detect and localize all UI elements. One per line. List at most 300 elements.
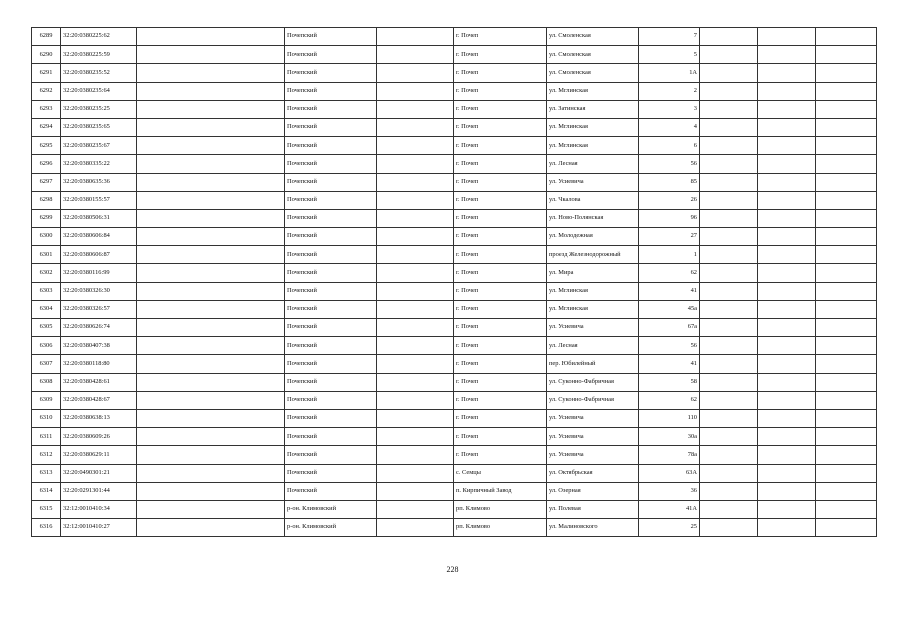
cell-row-number: 6310: [32, 409, 61, 427]
cell-empty: [700, 482, 758, 500]
cell-street: ул. Озерная: [547, 482, 639, 500]
cell-empty: [377, 428, 454, 446]
table-row: [32, 264, 877, 282]
cell-empty: [137, 246, 285, 264]
cell-district: Почепский: [285, 173, 377, 191]
cell-cadastral-number: 32:20:0380235:64: [61, 82, 137, 100]
cell-empty: [377, 355, 454, 373]
table-row: [32, 173, 877, 191]
cell-empty: [137, 482, 285, 500]
cell-cadastral-number: 32:20:0380638:13: [61, 409, 137, 427]
cell-empty: [377, 28, 454, 46]
cell-empty: [700, 409, 758, 427]
table-row: [32, 446, 877, 464]
cell-row-number: 6298: [32, 191, 61, 209]
cell-cadastral-number: 32:12:0010410:34: [61, 500, 137, 518]
cell-house-number: 62: [639, 264, 700, 282]
cell-street: ул. Суконно-Фабричная: [547, 373, 639, 391]
cell-empty: [137, 282, 285, 300]
cell-locality: г. Почеп: [454, 209, 547, 227]
cell-empty: [137, 373, 285, 391]
cell-district: Почепский: [285, 337, 377, 355]
cell-locality: г. Почеп: [454, 337, 547, 355]
cell-house-number: 41: [639, 355, 700, 373]
cell-empty: [137, 300, 285, 318]
cell-locality: с. Семцы: [454, 464, 547, 482]
table-row: [32, 373, 877, 391]
cell-empty: [377, 391, 454, 409]
cell-empty: [816, 118, 877, 136]
cell-street: ул. Мглинская: [547, 282, 639, 300]
cell-row-number: 6302: [32, 264, 61, 282]
cell-locality: г. Почеп: [454, 28, 547, 46]
cell-empty: [816, 264, 877, 282]
cell-cadastral-number: 32:20:0380428:67: [61, 391, 137, 409]
cell-district: Почепский: [285, 209, 377, 227]
cell-row-number: 6312: [32, 446, 61, 464]
cell-row-number: 6314: [32, 482, 61, 500]
cell-district: р-он. Климовский: [285, 500, 377, 518]
cell-district: Почепский: [285, 118, 377, 136]
cell-locality: г. Почеп: [454, 64, 547, 82]
cell-empty: [758, 319, 816, 337]
cell-empty: [700, 82, 758, 100]
cell-empty: [758, 300, 816, 318]
cell-empty: [137, 337, 285, 355]
cell-cadastral-number: 32:20:0380506:31: [61, 209, 137, 227]
cell-street: ул. Усиевича: [547, 319, 639, 337]
cell-house-number: 6: [639, 137, 700, 155]
register-table: [31, 27, 877, 537]
table-row: [32, 228, 877, 246]
cell-house-number: 30а: [639, 428, 700, 446]
cell-empty: [758, 173, 816, 191]
table-row: [32, 28, 877, 46]
cell-empty: [700, 100, 758, 118]
cell-locality: г. Почеп: [454, 282, 547, 300]
cell-empty: [377, 446, 454, 464]
cell-empty: [816, 46, 877, 64]
cell-empty: [700, 319, 758, 337]
cell-street: ул. Лесная: [547, 155, 639, 173]
table-row: [32, 64, 877, 82]
cell-empty: [137, 173, 285, 191]
cell-empty: [816, 100, 877, 118]
cell-empty: [137, 264, 285, 282]
cell-empty: [377, 482, 454, 500]
cell-cadastral-number: 32:20:0380335:22: [61, 155, 137, 173]
table-row: [32, 500, 877, 518]
cell-house-number: 45а: [639, 300, 700, 318]
cell-house-number: 4: [639, 118, 700, 136]
cell-locality: г. Почеп: [454, 137, 547, 155]
cell-empty: [377, 118, 454, 136]
cell-house-number: 41А: [639, 500, 700, 518]
cell-empty: [700, 519, 758, 537]
cell-locality: г. Почеп: [454, 191, 547, 209]
cell-empty: [700, 500, 758, 518]
cell-house-number: 1А: [639, 64, 700, 82]
cell-empty: [137, 191, 285, 209]
table-row: [32, 100, 877, 118]
cell-cadastral-number: 32:20:0380118:80: [61, 355, 137, 373]
cell-street: ул. Усиевича: [547, 409, 639, 427]
cell-row-number: 6297: [32, 173, 61, 191]
cell-district: Почепский: [285, 246, 377, 264]
cell-district: Почепский: [285, 482, 377, 500]
cell-street: ул. Молодежная: [547, 228, 639, 246]
cell-cadastral-number: 32:20:0380606:84: [61, 228, 137, 246]
table-row: [32, 246, 877, 264]
cell-house-number: 56: [639, 337, 700, 355]
table-row: [32, 118, 877, 136]
cell-street: ул. Мглинская: [547, 118, 639, 136]
cell-empty: [816, 173, 877, 191]
cell-empty: [758, 519, 816, 537]
cell-locality: рп. Климово: [454, 519, 547, 537]
cell-empty: [758, 100, 816, 118]
cell-house-number: 1: [639, 246, 700, 264]
cell-empty: [700, 155, 758, 173]
cell-empty: [137, 409, 285, 427]
cell-district: Почепский: [285, 64, 377, 82]
cell-locality: г. Почеп: [454, 446, 547, 464]
cell-empty: [816, 155, 877, 173]
cell-cadastral-number: 32:20:0380606:87: [61, 246, 137, 264]
cell-empty: [377, 82, 454, 100]
cell-empty: [700, 209, 758, 227]
cell-empty: [700, 228, 758, 246]
cell-cadastral-number: 32:20:0380407:38: [61, 337, 137, 355]
cell-row-number: 6294: [32, 118, 61, 136]
cell-house-number: 36: [639, 482, 700, 500]
cell-empty: [816, 500, 877, 518]
cell-empty: [377, 300, 454, 318]
cell-empty: [700, 446, 758, 464]
cell-empty: [816, 191, 877, 209]
cell-row-number: 6306: [32, 337, 61, 355]
cell-empty: [816, 409, 877, 427]
cell-locality: г. Почеп: [454, 391, 547, 409]
cell-empty: [758, 64, 816, 82]
cell-house-number: 58: [639, 373, 700, 391]
cell-street: ул. Усиевича: [547, 446, 639, 464]
cell-empty: [377, 373, 454, 391]
cell-row-number: 6303: [32, 282, 61, 300]
cell-row-number: 6311: [32, 428, 61, 446]
cell-empty: [758, 82, 816, 100]
cell-house-number: 3: [639, 100, 700, 118]
cell-street: ул. Ново-Полянская: [547, 209, 639, 227]
cell-empty: [377, 155, 454, 173]
cell-empty: [700, 118, 758, 136]
cell-district: Почепский: [285, 228, 377, 246]
cell-empty: [816, 64, 877, 82]
cell-row-number: 6313: [32, 464, 61, 482]
cell-locality: г. Почеп: [454, 246, 547, 264]
cell-row-number: 6305: [32, 319, 61, 337]
cell-empty: [137, 500, 285, 518]
cell-empty: [758, 46, 816, 64]
cell-house-number: 5: [639, 46, 700, 64]
table-row: [32, 82, 877, 100]
cell-empty: [758, 409, 816, 427]
cell-street: ул. Чкалова: [547, 191, 639, 209]
cell-row-number: 6315: [32, 500, 61, 518]
table-row: [32, 519, 877, 537]
cell-locality: г. Почеп: [454, 46, 547, 64]
cell-row-number: 6295: [32, 137, 61, 155]
cell-empty: [377, 46, 454, 64]
cell-empty: [816, 464, 877, 482]
cell-district: Почепский: [285, 191, 377, 209]
cell-empty: [816, 282, 877, 300]
cell-empty: [377, 319, 454, 337]
cell-row-number: 6289: [32, 28, 61, 46]
cell-empty: [758, 209, 816, 227]
cell-empty: [816, 137, 877, 155]
cell-street: ул. Усиевича: [547, 173, 639, 191]
cell-empty: [758, 155, 816, 173]
cell-empty: [700, 137, 758, 155]
cell-empty: [816, 319, 877, 337]
cell-district: Почепский: [285, 391, 377, 409]
cell-house-number: 27: [639, 228, 700, 246]
cell-empty: [137, 355, 285, 373]
cell-locality: г. Почеп: [454, 409, 547, 427]
cell-row-number: 6301: [32, 246, 61, 264]
cell-row-number: 6296: [32, 155, 61, 173]
table-row: [32, 191, 877, 209]
cell-street: ул. Полевая: [547, 500, 639, 518]
cell-empty: [377, 228, 454, 246]
cell-empty: [816, 28, 877, 46]
cell-street: ул. Усиевича: [547, 428, 639, 446]
cell-empty: [758, 228, 816, 246]
cell-empty: [816, 446, 877, 464]
table-body: [32, 28, 877, 537]
cell-locality: г. Почеп: [454, 373, 547, 391]
cell-row-number: 6299: [32, 209, 61, 227]
cell-street: пер. Юбилейный: [547, 355, 639, 373]
cell-house-number: 67а: [639, 319, 700, 337]
cell-row-number: 6307: [32, 355, 61, 373]
cell-district: Почепский: [285, 300, 377, 318]
cell-cadastral-number: 32:20:0380235:65: [61, 118, 137, 136]
cell-empty: [758, 373, 816, 391]
cell-empty: [700, 373, 758, 391]
table-row: [32, 482, 877, 500]
cell-locality: п. Кирпичный Завод: [454, 482, 547, 500]
cell-locality: г. Почеп: [454, 264, 547, 282]
cell-row-number: 6316: [32, 519, 61, 537]
cell-district: Почепский: [285, 28, 377, 46]
cell-cadastral-number: 32:20:0380235:67: [61, 137, 137, 155]
cell-empty: [758, 337, 816, 355]
cell-empty: [137, 155, 285, 173]
cell-street: ул. Мглинская: [547, 137, 639, 155]
table-row: [32, 409, 877, 427]
cell-cadastral-number: 32:20:0380235:52: [61, 64, 137, 82]
cell-empty: [816, 337, 877, 355]
cell-empty: [137, 137, 285, 155]
table-row: [32, 428, 877, 446]
cell-empty: [816, 209, 877, 227]
cell-empty: [816, 428, 877, 446]
cell-cadastral-number: 32:20:0380428:61: [61, 373, 137, 391]
page-number: 228: [446, 565, 459, 574]
cell-cadastral-number: 32:20:0380629:11: [61, 446, 137, 464]
cell-empty: [700, 173, 758, 191]
table-row: [32, 355, 877, 373]
cell-street: ул. Мира: [547, 264, 639, 282]
cell-empty: [758, 428, 816, 446]
cell-empty: [137, 464, 285, 482]
cell-locality: г. Почеп: [454, 155, 547, 173]
cell-row-number: 6308: [32, 373, 61, 391]
cell-empty: [758, 264, 816, 282]
cell-locality: г. Почеп: [454, 228, 547, 246]
cell-empty: [377, 137, 454, 155]
cell-locality: г. Почеп: [454, 173, 547, 191]
cell-empty: [816, 246, 877, 264]
cell-street: ул. Мглинская: [547, 82, 639, 100]
cell-empty: [377, 337, 454, 355]
cell-empty: [700, 191, 758, 209]
table-row: [32, 209, 877, 227]
cell-empty: [377, 464, 454, 482]
cell-empty: [816, 373, 877, 391]
cell-cadastral-number: 32:20:0490301:21: [61, 464, 137, 482]
table-row: [32, 464, 877, 482]
cell-street: ул. Затинская: [547, 100, 639, 118]
cell-empty: [816, 391, 877, 409]
cell-district: Почепский: [285, 155, 377, 173]
cell-cadastral-number: 32:20:0380116:99: [61, 264, 137, 282]
cell-empty: [758, 500, 816, 518]
cell-row-number: 6309: [32, 391, 61, 409]
cell-empty: [758, 137, 816, 155]
cell-house-number: 85: [639, 173, 700, 191]
cell-empty: [137, 118, 285, 136]
cell-empty: [137, 519, 285, 537]
cell-house-number: 63А: [639, 464, 700, 482]
cell-empty: [700, 391, 758, 409]
cell-empty: [377, 409, 454, 427]
cell-empty: [137, 446, 285, 464]
cell-locality: г. Почеп: [454, 428, 547, 446]
cell-cadastral-number: 32:20:0380225:62: [61, 28, 137, 46]
cell-empty: [758, 28, 816, 46]
cell-empty: [700, 282, 758, 300]
cell-empty: [758, 191, 816, 209]
cell-district: Почепский: [285, 100, 377, 118]
cell-empty: [700, 337, 758, 355]
cell-district: Почепский: [285, 428, 377, 446]
cell-empty: [700, 464, 758, 482]
cell-row-number: 6291: [32, 64, 61, 82]
cell-empty: [137, 46, 285, 64]
cell-row-number: 6300: [32, 228, 61, 246]
cell-empty: [758, 282, 816, 300]
cell-cadastral-number: 32:20:0380609:26: [61, 428, 137, 446]
cell-street: ул. Октябрьская: [547, 464, 639, 482]
cell-district: Почепский: [285, 137, 377, 155]
cell-locality: г. Почеп: [454, 82, 547, 100]
cell-empty: [700, 264, 758, 282]
cell-empty: [137, 28, 285, 46]
cell-empty: [377, 519, 454, 537]
table-row: [32, 282, 877, 300]
cell-empty: [758, 246, 816, 264]
cell-empty: [377, 246, 454, 264]
cell-row-number: 6292: [32, 82, 61, 100]
cell-house-number: 7: [639, 28, 700, 46]
cell-locality: г. Почеп: [454, 118, 547, 136]
cell-district: Почепский: [285, 82, 377, 100]
cell-empty: [137, 428, 285, 446]
cell-house-number: 78а: [639, 446, 700, 464]
cell-locality: г. Почеп: [454, 300, 547, 318]
cell-empty: [700, 300, 758, 318]
cell-district: р-он. Климовский: [285, 519, 377, 537]
cell-empty: [377, 64, 454, 82]
cell-empty: [377, 100, 454, 118]
cell-row-number: 6304: [32, 300, 61, 318]
cell-empty: [816, 482, 877, 500]
table-row: [32, 337, 877, 355]
cell-house-number: 26: [639, 191, 700, 209]
cell-cadastral-number: 32:20:0380635:36: [61, 173, 137, 191]
cell-district: Почепский: [285, 355, 377, 373]
cell-empty: [137, 64, 285, 82]
cell-empty: [377, 500, 454, 518]
cell-cadastral-number: 32:20:0380235:25: [61, 100, 137, 118]
table-row: [32, 319, 877, 337]
cell-cadastral-number: 32:12:0010410:27: [61, 519, 137, 537]
table-row: [32, 46, 877, 64]
table-row: [32, 300, 877, 318]
cell-empty: [758, 464, 816, 482]
table-row: [32, 391, 877, 409]
cell-house-number: 62: [639, 391, 700, 409]
cell-street: ул. Суконно-Фабричная: [547, 391, 639, 409]
cell-empty: [700, 246, 758, 264]
cell-district: Почепский: [285, 373, 377, 391]
cell-empty: [758, 482, 816, 500]
cell-empty: [700, 28, 758, 46]
cell-cadastral-number: 32:20:0380225:59: [61, 46, 137, 64]
cell-cadastral-number: 32:20:0380155:57: [61, 191, 137, 209]
cell-empty: [758, 391, 816, 409]
cell-empty: [137, 391, 285, 409]
table-row: [32, 137, 877, 155]
cell-empty: [137, 82, 285, 100]
cell-street: ул. Мглинская: [547, 300, 639, 318]
cell-empty: [816, 82, 877, 100]
cell-locality: г. Почеп: [454, 319, 547, 337]
cell-cadastral-number: 32:20:0291301:44: [61, 482, 137, 500]
cell-district: Почепский: [285, 46, 377, 64]
cell-empty: [758, 446, 816, 464]
cell-cadastral-number: 32:20:0380326:57: [61, 300, 137, 318]
cell-house-number: 2: [639, 82, 700, 100]
cell-locality: г. Почеп: [454, 100, 547, 118]
cell-empty: [700, 428, 758, 446]
cell-district: Почепский: [285, 409, 377, 427]
cell-empty: [700, 64, 758, 82]
cell-district: Почепский: [285, 282, 377, 300]
